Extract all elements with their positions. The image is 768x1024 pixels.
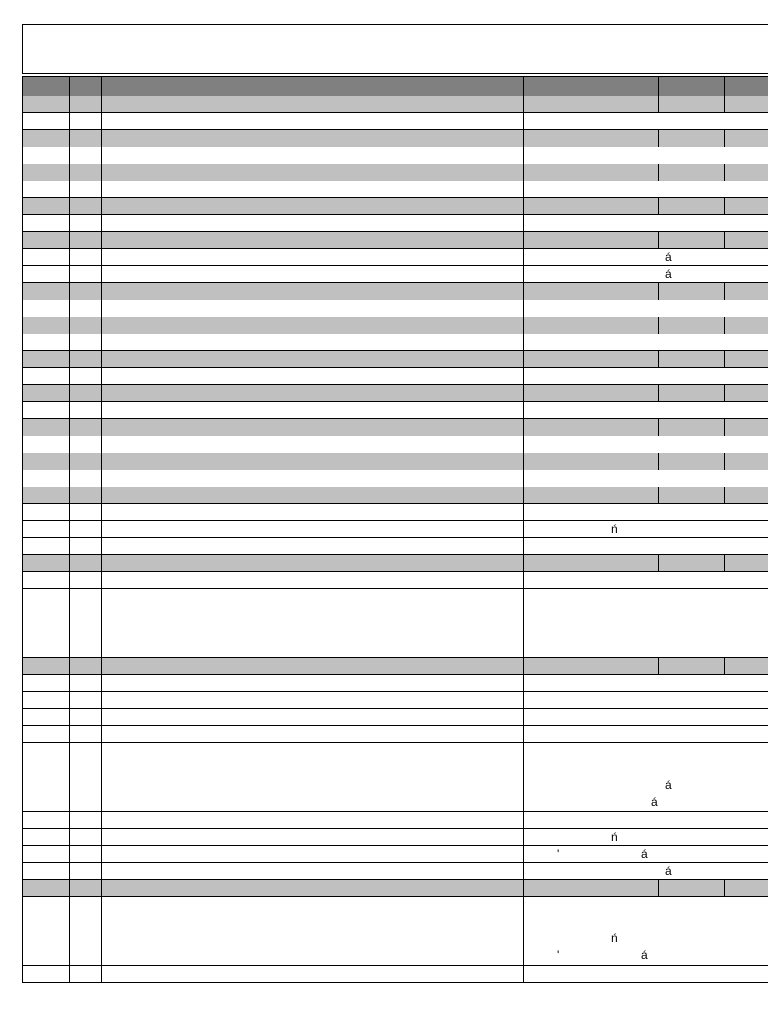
cell-divider (69, 658, 70, 674)
section-row (22, 198, 768, 215)
cell-divider (658, 164, 659, 181)
table-row (22, 589, 768, 658)
cell-divider (101, 402, 102, 418)
cell-divider (523, 470, 524, 487)
cell-text: á (665, 864, 672, 878)
cell-divider (658, 96, 659, 112)
table-row (22, 368, 768, 385)
cell-divider (523, 283, 524, 300)
table-row (22, 147, 768, 164)
cell-divider (101, 181, 102, 197)
cell-divider (523, 77, 524, 96)
cell-divider (22, 880, 23, 896)
cell-divider (101, 334, 102, 350)
cell-text: ' (557, 847, 560, 861)
cell-divider (101, 829, 102, 845)
cell-divider (22, 572, 23, 588)
cell-divider (523, 96, 524, 112)
cell-divider (523, 351, 524, 367)
cell-divider (69, 966, 70, 982)
cell-divider (22, 147, 23, 164)
cell-divider (523, 181, 524, 197)
cell-divider (69, 215, 70, 231)
cell-divider (22, 419, 23, 436)
section-row (22, 130, 768, 147)
cell-divider (22, 726, 23, 742)
cell-divider (101, 130, 102, 147)
cell-divider (523, 692, 524, 708)
cell-divider (523, 232, 524, 248)
cell-divider (22, 897, 23, 965)
table-row (22, 436, 768, 453)
cell-divider (724, 880, 725, 896)
cell-divider (724, 77, 725, 96)
cell-text: ń (611, 931, 618, 945)
cell-text: á (641, 847, 648, 861)
cell-divider (22, 283, 23, 300)
cell-divider (22, 317, 23, 334)
cell-divider (523, 555, 524, 571)
cell-divider (22, 829, 23, 845)
cell-divider (69, 368, 70, 384)
cell-divider (523, 880, 524, 896)
cell-divider (101, 692, 102, 708)
table-row (22, 113, 768, 130)
cell-divider (69, 709, 70, 725)
cell-divider (22, 368, 23, 384)
cell-divider (658, 555, 659, 571)
cell-divider (69, 692, 70, 708)
cell-divider (69, 521, 70, 537)
cell-divider (22, 266, 23, 282)
cell-divider (69, 249, 70, 265)
cell-divider (22, 232, 23, 248)
cell-divider (22, 249, 23, 265)
cell-divider (22, 709, 23, 725)
cell-text: á (651, 795, 658, 809)
table-row (22, 846, 768, 863)
cell-divider (69, 317, 70, 334)
cell-divider (69, 113, 70, 129)
cell-divider (22, 181, 23, 197)
cell-divider (523, 743, 524, 811)
cell-divider (658, 198, 659, 214)
cell-divider (724, 555, 725, 571)
cell-divider (69, 675, 70, 691)
cell-divider (69, 351, 70, 367)
cell-divider (523, 829, 524, 845)
cell-divider (658, 880, 659, 896)
cell-divider (523, 675, 524, 691)
cell-divider (69, 572, 70, 588)
cell-divider (523, 897, 524, 965)
cell-divider (69, 385, 70, 401)
cell-divider (724, 96, 725, 112)
cell-divider (69, 300, 70, 317)
section-row (22, 419, 768, 436)
cell-divider (69, 96, 70, 112)
cell-divider (69, 198, 70, 214)
section-row (22, 164, 768, 181)
cell-divider (22, 521, 23, 537)
table-row (22, 829, 768, 846)
cell-divider (101, 709, 102, 725)
cell-divider (658, 283, 659, 300)
cell-divider (22, 96, 23, 112)
cell-divider (22, 402, 23, 418)
cell-divider (724, 385, 725, 401)
cell-divider (101, 880, 102, 896)
cell-divider (523, 726, 524, 742)
cell-divider (22, 77, 23, 96)
cell-divider (101, 113, 102, 129)
cell-divider (523, 402, 524, 418)
cell-divider (22, 300, 23, 317)
cell-divider (724, 198, 725, 214)
cell-text: á (665, 267, 672, 281)
section-row (22, 351, 768, 368)
cell-divider (69, 164, 70, 181)
cell-divider (523, 147, 524, 164)
section-row (22, 317, 768, 334)
cell-divider (658, 453, 659, 470)
cell-divider (523, 453, 524, 470)
cell-divider (523, 538, 524, 554)
cell-divider (658, 385, 659, 401)
cell-divider (22, 743, 23, 811)
cell-divider (69, 555, 70, 571)
cell-divider (101, 863, 102, 879)
cell-text: ' (557, 948, 560, 962)
cell-divider (724, 283, 725, 300)
cell-divider (523, 504, 524, 520)
table-row (22, 572, 768, 589)
cell-divider (101, 487, 102, 503)
cell-divider (22, 164, 23, 181)
cell-divider (724, 232, 725, 248)
cell-divider (69, 402, 70, 418)
section-row (22, 880, 768, 897)
cell-divider (69, 181, 70, 197)
cell-divider (101, 419, 102, 436)
cell-divider (22, 453, 23, 470)
cell-divider (69, 589, 70, 657)
cell-divider (523, 419, 524, 436)
cell-divider (22, 113, 23, 129)
cell-divider (101, 77, 102, 96)
cell-divider (658, 487, 659, 503)
cell-divider (22, 487, 23, 503)
table-row (22, 709, 768, 726)
cell-divider (724, 453, 725, 470)
table-row (22, 504, 768, 521)
cell-divider (658, 77, 659, 96)
cell-divider (69, 283, 70, 300)
cell-divider (69, 470, 70, 487)
cell-divider (69, 812, 70, 828)
cell-divider (101, 726, 102, 742)
cell-divider (724, 130, 725, 147)
cell-divider (523, 249, 524, 265)
table-row (22, 181, 768, 198)
cell-divider (69, 334, 70, 350)
cell-divider (22, 692, 23, 708)
table-row (22, 538, 768, 555)
table-row (22, 743, 768, 812)
cell-divider (523, 658, 524, 674)
cell-divider (22, 504, 23, 520)
table-row (22, 215, 768, 232)
cell-divider (523, 589, 524, 657)
cell-divider (101, 198, 102, 214)
cell-divider (523, 368, 524, 384)
section-row (22, 487, 768, 504)
cell-divider (523, 487, 524, 503)
cell-text: á (665, 778, 672, 792)
cell-divider (658, 130, 659, 147)
cell-divider (101, 538, 102, 554)
cell-divider (523, 215, 524, 231)
cell-divider (724, 164, 725, 181)
cell-divider (22, 470, 23, 487)
cell-divider (22, 812, 23, 828)
cell-divider (658, 658, 659, 674)
cell-divider (22, 436, 23, 453)
section-row (22, 283, 768, 300)
cell-divider (523, 164, 524, 181)
cell-divider (69, 897, 70, 965)
cell-divider (69, 436, 70, 453)
cell-divider (523, 709, 524, 725)
cell-divider (658, 351, 659, 367)
cell-divider (22, 846, 23, 862)
cell-divider (22, 658, 23, 674)
cell-divider (724, 351, 725, 367)
cell-divider (523, 436, 524, 453)
cell-divider (523, 130, 524, 147)
title-box (22, 24, 768, 74)
cell-divider (523, 521, 524, 537)
cell-divider (22, 385, 23, 401)
cell-divider (101, 846, 102, 862)
cell-divider (22, 589, 23, 657)
cell-divider (69, 77, 70, 96)
header-row (22, 77, 768, 96)
cell-divider (101, 589, 102, 657)
cell-divider (724, 658, 725, 674)
cell-text: ń (611, 830, 618, 844)
cell-text: á (641, 948, 648, 962)
cell-divider (22, 555, 23, 571)
cell-divider (22, 215, 23, 231)
cell-divider (101, 368, 102, 384)
cell-divider (22, 334, 23, 350)
section-row (22, 555, 768, 572)
cell-divider (22, 351, 23, 367)
cell-divider (101, 555, 102, 571)
cell-divider (22, 198, 23, 214)
cell-divider (69, 743, 70, 811)
cell-divider (101, 385, 102, 401)
table-row (22, 470, 768, 487)
cell-divider (523, 572, 524, 588)
table-row (22, 812, 768, 829)
table-row (22, 966, 768, 983)
table-row (22, 249, 768, 266)
table-row (22, 402, 768, 419)
cell-divider (101, 351, 102, 367)
cell-divider (101, 232, 102, 248)
cell-divider (101, 966, 102, 982)
cell-divider (69, 453, 70, 470)
table-row (22, 726, 768, 743)
cell-divider (523, 266, 524, 282)
cell-divider (523, 334, 524, 350)
cell-divider (69, 419, 70, 436)
cell-divider (523, 198, 524, 214)
cell-divider (69, 538, 70, 554)
table-row (22, 266, 768, 283)
cell-divider (658, 232, 659, 248)
cell-divider (101, 215, 102, 231)
cell-divider (101, 249, 102, 265)
cell-text: ń (611, 522, 618, 536)
section-row (22, 453, 768, 470)
table-row (22, 692, 768, 709)
section-row (22, 96, 768, 113)
cell-divider (101, 504, 102, 520)
cell-divider (101, 300, 102, 317)
cell-divider (724, 317, 725, 334)
cell-divider (724, 419, 725, 436)
cell-divider (22, 966, 23, 982)
section-row (22, 658, 768, 675)
cell-divider (101, 453, 102, 470)
table-row (22, 863, 768, 880)
cell-divider (69, 504, 70, 520)
cell-divider (22, 675, 23, 691)
cell-divider (22, 538, 23, 554)
table-row (22, 300, 768, 317)
cell-divider (69, 147, 70, 164)
section-row (22, 232, 768, 249)
cell-divider (69, 232, 70, 248)
table-row (22, 675, 768, 692)
cell-divider (69, 880, 70, 896)
cell-divider (101, 658, 102, 674)
cell-divider (69, 487, 70, 503)
cell-divider (523, 966, 524, 982)
table-row (22, 897, 768, 966)
table-row (22, 521, 768, 538)
cell-divider (658, 317, 659, 334)
table-row (22, 334, 768, 351)
cell-divider (101, 96, 102, 112)
cell-divider (523, 846, 524, 862)
cell-divider (101, 147, 102, 164)
cell-divider (523, 863, 524, 879)
cell-divider (101, 675, 102, 691)
section-row (22, 385, 768, 402)
cell-divider (101, 521, 102, 537)
cell-divider (658, 419, 659, 436)
cell-divider (101, 164, 102, 181)
cell-divider (523, 113, 524, 129)
cell-divider (69, 846, 70, 862)
cell-divider (523, 300, 524, 317)
cell-divider (724, 487, 725, 503)
cell-divider (101, 812, 102, 828)
cell-divider (523, 385, 524, 401)
cell-divider (523, 317, 524, 334)
cell-divider (101, 283, 102, 300)
cell-divider (22, 863, 23, 879)
cell-divider (69, 863, 70, 879)
cell-divider (101, 436, 102, 453)
cell-divider (523, 812, 524, 828)
spreadsheet-table (22, 76, 768, 983)
cell-divider (69, 829, 70, 845)
cell-text: á (665, 250, 672, 264)
cell-divider (69, 130, 70, 147)
cell-divider (101, 266, 102, 282)
cell-divider (101, 897, 102, 965)
cell-divider (22, 130, 23, 147)
cell-divider (101, 572, 102, 588)
cell-divider (101, 470, 102, 487)
cell-divider (101, 743, 102, 811)
cell-divider (69, 266, 70, 282)
cell-divider (101, 317, 102, 334)
cell-divider (69, 726, 70, 742)
